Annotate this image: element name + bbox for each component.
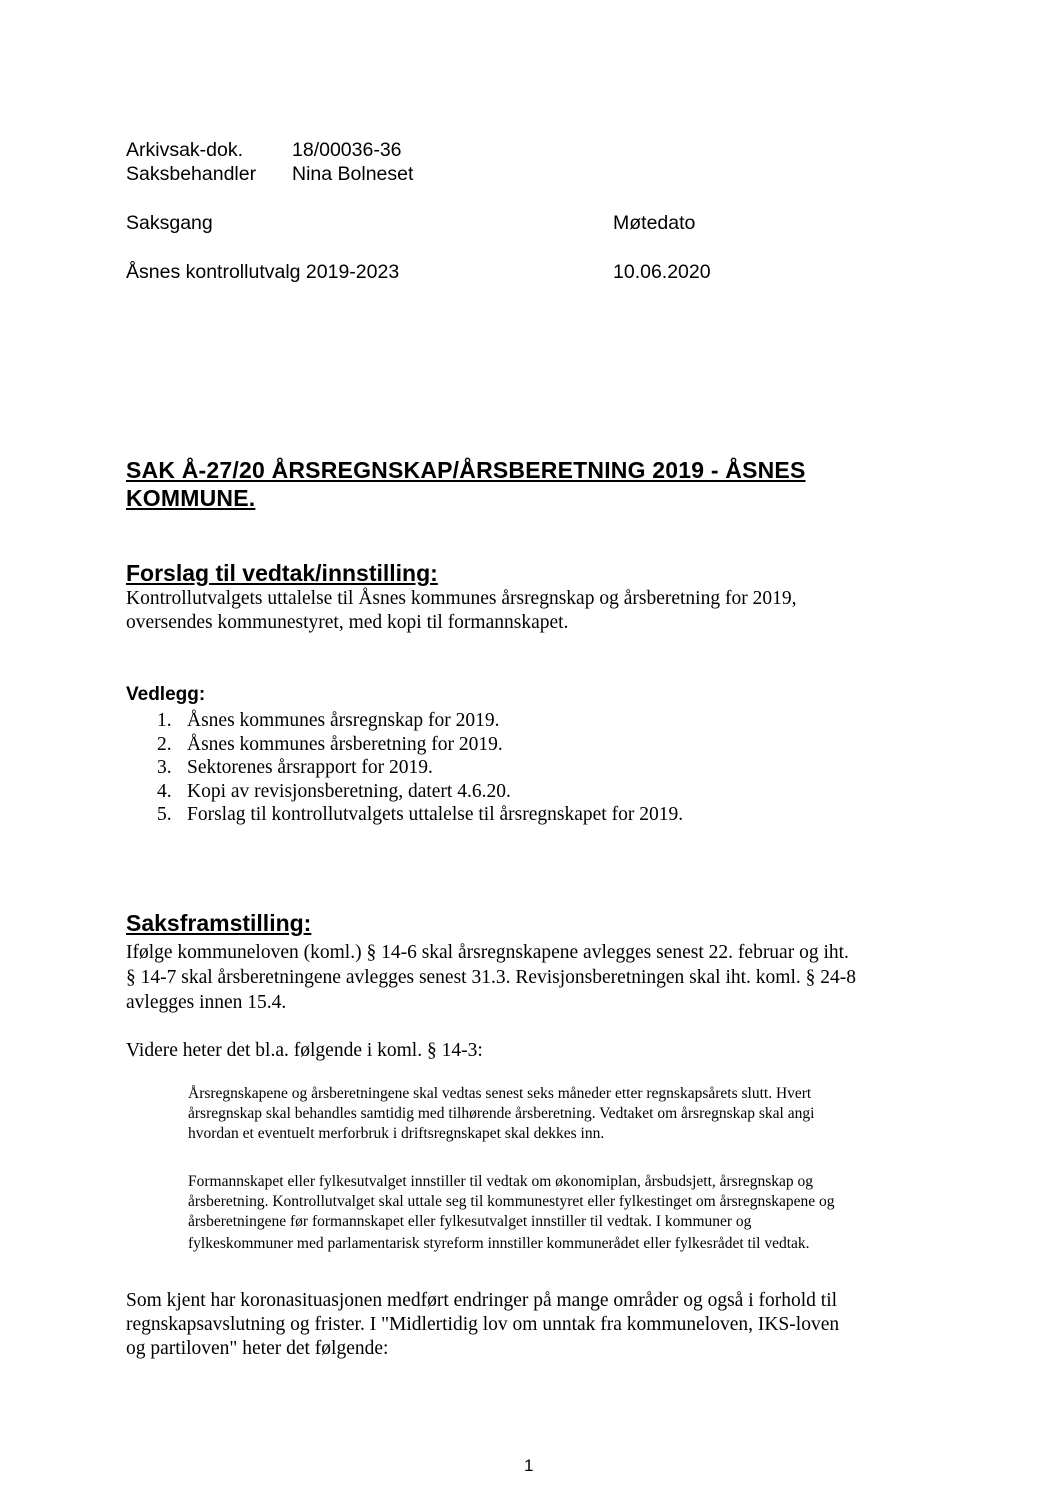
paragraph-3-line-2: regnskapsavslutning og frister. I "Midlertidig lov om unntak fra kommuneloven, IKS-loven xyxy=(126,1314,840,1335)
paragraph-1-line-3: avlegges innen 15.4. xyxy=(126,992,287,1013)
attachments-list xyxy=(157,709,683,827)
proposal-heading: Forslag til vedtak/innstilling: xyxy=(126,560,438,586)
list-item: 3. Sektorenes årsrapport for 2019. xyxy=(157,757,433,778)
paragraph-3-line-3: og partiloven" heter det følgende: xyxy=(126,1338,389,1359)
utvalg-name: Åsnes kontrollutvalg 2019-2023 xyxy=(126,261,400,283)
case-presentation-heading: Saksframstilling: xyxy=(126,910,312,936)
proposal-line-1: Kontrollutvalgets uttalelse til Åsnes kommunes årsregnskap og årsberetning for 2019, xyxy=(126,588,797,609)
quote-2-line-2: årsberetning. Kontrollutvalget skal uttale seg til kommunestyret eller fylkestinget om årsregnskapene og xyxy=(188,1193,835,1210)
saksgang-label: Saksgang xyxy=(126,212,213,234)
quote-2-line-4: fylkeskommuner med parlamentarisk styreform innstiller kommunerådet eller fylkesrådet til vedtak. xyxy=(188,1235,810,1252)
case-title-line-2: KOMMUNE. xyxy=(126,485,256,511)
list-item: 4. Kopi av revisjonsberetning, datert 4.6.20. xyxy=(157,780,511,802)
page-number: 1 xyxy=(524,1456,534,1475)
arkivsak-value: 18/00036-36 xyxy=(292,139,402,161)
quote-1-line-1: Årsregnskapene og årsberetningene skal vedtas senest seks måneder etter regnskapsårets slutt. Hvert xyxy=(188,1085,812,1102)
case-title-line-1: SAK Å-27/20 ÅRSREGNSKAP/ÅRSBERETNING 2019 - ÅSNES xyxy=(126,457,806,483)
list-item: 5. Forslag til kontrollutvalgets uttalelse til årsregnskapet for 2019. xyxy=(157,804,684,825)
paragraph-1-line-1: Ifølge kommuneloven (koml.) § 14-6 skal årsregnskapene avlegges senest 22. februar og iht. xyxy=(126,942,849,963)
list-item: 1. Åsnes kommunes årsregnskap for 2019. xyxy=(157,710,500,731)
quote-2-line-3: årsberetningene før formannskapet eller fylkesutvalget innstiller til vedtak. I kommuner og xyxy=(188,1213,752,1230)
quote-1-line-2: årsregnskap skal behandles samtidig med tilhørende årsberetning. Vedtaket om årsregnskap skal angi xyxy=(188,1105,815,1122)
proposal-line-2: oversendes kommunestyret, med kopi til formannskapet. xyxy=(126,612,569,633)
paragraph-3-line-1: Som kjent har koronasituasjonen medført endringer på mange områder og også i forhold til xyxy=(126,1290,838,1311)
saksbehandler-value: Nina Bolneset xyxy=(292,163,414,185)
arkivsak-label: Arkivsak-dok. xyxy=(126,139,244,161)
quote-2-line-1: Formannskapet eller fylkesutvalget innstiller til vedtak om økonomiplan, årsbudsjett, årsregnskap og xyxy=(188,1173,814,1190)
paragraph-2: Videre heter det bl.a. følgende i koml. § 14-3: xyxy=(126,1040,483,1061)
saksbehandler-label: Saksbehandler xyxy=(126,163,257,185)
motedato-label: Møtedato xyxy=(613,212,696,234)
quote-1-line-3: hvordan et eventuelt merforbruk i driftsregnskapet skal dekkes inn. xyxy=(188,1125,605,1142)
motedato-value: 10.06.2020 xyxy=(613,261,711,283)
attachments-heading: Vedlegg: xyxy=(126,684,206,705)
list-item: 2. Åsnes kommunes årsberetning for 2019. xyxy=(157,733,503,755)
paragraph-1-line-2: § 14-7 skal årsberetningene avlegges senest 31.3. Revisjonsberetningen skal iht. koml. § 24-8 xyxy=(126,967,857,988)
